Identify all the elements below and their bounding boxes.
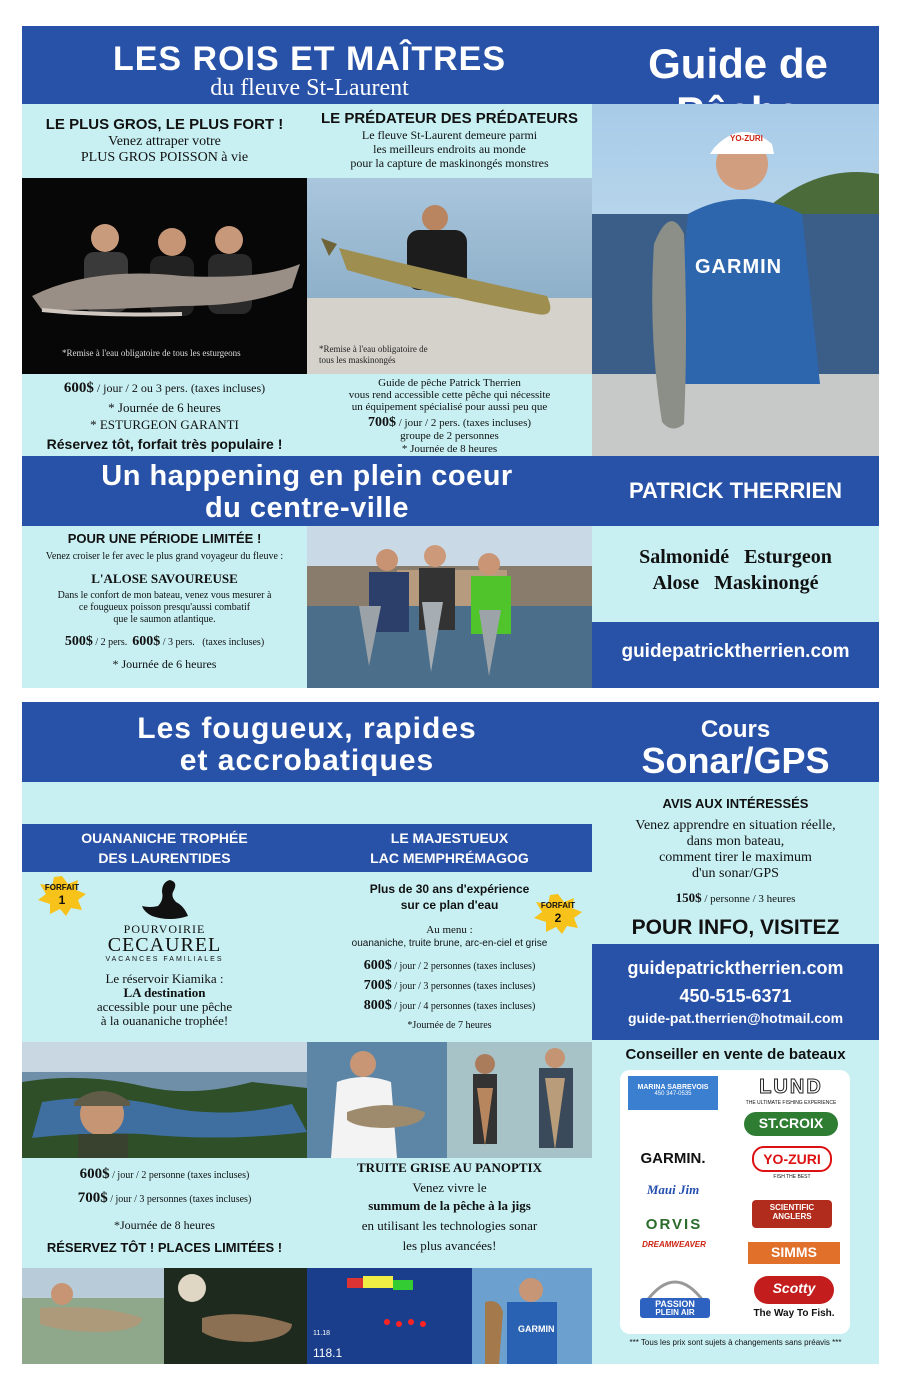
patrick-name: PATRICK THERRIEN	[628, 478, 843, 503]
contact-email[interactable]: guide-pat.therrien@hotmail.com	[627, 1010, 844, 1026]
ouananiche-desc2: LA destination	[123, 985, 206, 1000]
section1-subtitle: du fleuve St-Laurent	[210, 75, 409, 101]
conseiller-heading: Conseiller en vente de bateaux	[625, 1046, 846, 1063]
ouan-price2: 700$	[77, 1190, 108, 1206]
scientific-anglers-logo	[752, 1200, 832, 1228]
section3-title-1: Les fougueux, rapides	[137, 712, 477, 745]
price-disclaimer: *** Tous les prix sont sujets à changements sans préavis ***	[629, 1338, 842, 1347]
middle-price-detail: / jour / 2 pers. (taxes incluses)	[395, 417, 532, 429]
menu-label: Au menu :	[426, 924, 473, 936]
alose-desc3: que le saumon atlantique.	[113, 614, 216, 625]
memphremagog-header-1: LE MAJESTUEUX	[390, 830, 509, 846]
passion-2: PLEIN AIR	[655, 1308, 695, 1317]
ouananiche-header-2: DES LAURENTIDES	[98, 850, 231, 866]
ouananiche-desc4: à la ouananiche trophée!	[100, 1013, 229, 1028]
memph-price1: 600$	[363, 958, 392, 973]
sponsor-logo-card	[620, 1070, 850, 1334]
left-cta: Réservez tôt, forfait très populaire !	[46, 436, 283, 452]
marina-name: MARINA SABREVOIS	[637, 1084, 709, 1091]
scientific-1: SCIENTIFIC	[769, 1203, 815, 1212]
lund-logo: LUND	[759, 1076, 823, 1098]
sonar-speed-readout: 118.1	[313, 1346, 343, 1360]
ouan-price1-line	[22, 1166, 307, 1183]
middle-group: groupe de 2 personnes	[400, 430, 499, 442]
memph-price1-line	[307, 958, 592, 974]
cecaurel-logo-2: CECAUREL	[107, 934, 222, 956]
garmin-logo: GARMIN.	[640, 1150, 706, 1167]
memph-price1-detail: / jour / 2 personnes (taxes incluses)	[391, 961, 536, 972]
memph-price3: 800$	[363, 998, 392, 1013]
alose-desc2: ce fougueux poisson presqu'aussi combatif	[78, 602, 251, 613]
kiamika-lake-photo	[22, 1042, 307, 1158]
jersey-brand: GARMIN	[695, 256, 783, 278]
ouananiche-header-1: OUANANICHE TROPHÉE	[81, 830, 248, 846]
ouan-hours: *Journée de 8 heures	[114, 1218, 215, 1232]
species-line1: Salmonidé Esturgeon	[639, 546, 832, 568]
yozuri-logo: YO-ZURI	[752, 1146, 832, 1172]
cap-brand: YO-ZURI	[730, 134, 763, 143]
ouan-cta: RÉSERVEZ TÔT ! PLACES LIMITÉES !	[46, 1240, 283, 1255]
alose-bullet: * Journée de 6 heures	[112, 657, 217, 671]
memph-price2-line	[307, 978, 592, 994]
guide-title: Guide de	[648, 40, 828, 87]
scientific-2: ANGLERS	[772, 1212, 812, 1221]
memph-price2: 700$	[363, 978, 392, 993]
experience-1: Plus de 30 ans d'expérience	[369, 882, 530, 896]
section2-title-2: du centre-ville	[204, 492, 410, 524]
avis-price-line	[592, 890, 879, 906]
shirt-brand: GARMIN	[518, 1324, 555, 1334]
memphremagog-photos	[307, 1042, 592, 1158]
salmon-angler-photo	[592, 104, 879, 456]
alose-taxes: (taxes incluses)	[202, 637, 265, 648]
avis-heading: AVIS AUX INTÉRESSÉS	[662, 796, 809, 811]
section1-title: LES ROIS ET MAÎTRES	[112, 40, 507, 78]
middle-bullet: * Journée de 8 heures	[401, 443, 498, 455]
alose-desc1: Dans le confort de mon bateau, venez vous mesurer à	[57, 590, 272, 601]
ouananiche-desc1: Le réservoir Kiamika :	[105, 971, 224, 986]
alose-price1: 500$	[64, 634, 93, 649]
experience-2: sur ce plan d'eau	[400, 898, 499, 912]
cours-label: Cours	[700, 716, 771, 743]
forfait-1-badge	[38, 876, 86, 916]
guide-title-box	[597, 26, 879, 104]
avis-line3: comment tirer le maximum	[659, 850, 812, 865]
memph-hours: *Journée de 7 heures	[407, 1020, 492, 1031]
panoptix-line5: les plus avancées!	[402, 1238, 497, 1253]
section2-title-1: Un happening en plein coeur	[101, 460, 513, 492]
simms-logo: SIMMS	[748, 1242, 840, 1264]
website-link[interactable]: guidepatricktherrien.com	[621, 641, 850, 662]
muskie-photo	[307, 178, 592, 374]
middle-desc2: vous rend accessible cette pêche qui nécessite	[348, 389, 551, 401]
avis-price-detail: / personne / 3 heures	[701, 893, 796, 905]
sonar-and-angler-photos	[307, 1268, 592, 1364]
alose-fish: L'ALOSE SAVOUREUSE	[91, 571, 238, 586]
contact-phone[interactable]: 450-515-6371	[679, 986, 792, 1006]
alose-heading: POUR UNE PÉRIODE LIMITÉE !	[67, 531, 262, 546]
left-bullet1: * Journée de 6 heures	[108, 400, 221, 415]
alose-price2-detail: / 3 pers.	[160, 637, 195, 648]
panoptix-line4: en utilisant les technologies sonar	[361, 1218, 538, 1233]
trout-photos	[22, 1268, 307, 1364]
forfait-2-number: 2	[554, 911, 562, 925]
alose-price2: 600$	[132, 634, 161, 649]
ouan-price1: 600$	[79, 1166, 110, 1182]
cecaurel-logo-1: POURVOIRIE	[123, 922, 206, 936]
middle-line3: pour la capture de maskinongés monstres	[350, 156, 549, 170]
maui-jim-logo: Maui Jim	[646, 1182, 700, 1197]
middle-desc3: un équipement spécialisé pour aussi peu que	[351, 401, 548, 413]
middle-price: 700$	[367, 415, 396, 430]
left-line1: Venez attraper votre	[108, 134, 221, 149]
contact-website[interactable]: guidepatricktherrien.com	[627, 958, 844, 978]
panoptix-line3: summum de la pêche à la jigs	[368, 1198, 531, 1213]
species-line2: Alose Maskinongé	[652, 572, 819, 594]
memph-price3-line	[307, 998, 592, 1014]
left-price: 600$	[63, 380, 94, 396]
muskie-caption-2: tous les maskinongés	[319, 355, 396, 365]
yozuri-tagline: FISH THE BEST	[773, 1174, 811, 1180]
forfait-1-number: 1	[58, 893, 66, 907]
avis-line2: dans mon bateau,	[686, 834, 785, 849]
ouananiche-desc3: accessible pour une pêche	[96, 999, 233, 1014]
alose-intro: Venez croiser le fer avec le plus grand voyageur du fleuve :	[45, 551, 284, 562]
panoptix-title: TRUITE GRISE AU PANOPTIX	[356, 1160, 543, 1175]
ouan-price1-detail: / jour / 2 personne (taxes incluses)	[109, 1170, 250, 1181]
ouan-price2-detail: / jour / 3 personnes (taxes incluses)	[107, 1194, 252, 1205]
avis-line4: d'un sonar/GPS	[692, 866, 779, 881]
left-line2: PLUS GROS POISSON à vie	[80, 150, 249, 165]
ouan-price2-line	[22, 1190, 307, 1207]
left-bullet2: * ESTURGEON GARANTI	[90, 417, 239, 432]
sonar-depth-readout: 11.18	[313, 1330, 330, 1337]
forfait-1-label: FORFAIT	[44, 883, 80, 892]
dreamweaver-logo: DREAMWEAVER	[642, 1240, 706, 1249]
muskie-caption-1: *Remise à l'eau obligatoire de	[319, 344, 428, 354]
middle-heading: LE PRÉDATEUR DES PRÉDATEURS	[321, 110, 578, 127]
stcroix-logo: ST.CROIX	[744, 1112, 838, 1136]
cecaurel-logo-3: VACANCES FAMILIALES	[105, 956, 224, 963]
left-price-detail: / jour / 2 ou 3 pers. (taxes incluses)	[93, 381, 266, 395]
scotty-logo: Scotty	[754, 1276, 834, 1304]
alose-photo	[307, 526, 592, 688]
sonar-label: Sonar/GPS	[641, 740, 830, 781]
sturgeon-photo	[22, 178, 307, 374]
loon-icon	[140, 876, 190, 926]
info-heading: POUR INFO, VISITEZ	[631, 916, 840, 939]
middle-desc1: Guide de pêche Patrick Therrien	[378, 377, 521, 389]
middle-price-line	[307, 415, 592, 431]
alose-price1-detail: / 2 pers.	[92, 637, 128, 648]
section3-title-2: et accrobatiques	[179, 744, 435, 777]
left-heading: LE PLUS GROS, LE PLUS FORT !	[45, 116, 284, 133]
marina-phone: 450 347-0535	[654, 1091, 692, 1097]
passion-1: PASSION	[655, 1299, 695, 1309]
alose-prices	[22, 634, 307, 650]
sturgeon-caption: *Remise à l'eau obligatoire de tous les esturgeons	[62, 348, 241, 358]
marina-sabrevois-logo	[628, 1076, 718, 1110]
avis-line1: Venez apprendre en situation réelle,	[635, 818, 836, 833]
passion-plein-air-logo	[636, 1266, 714, 1320]
middle-line1: Le fleuve St-Laurent demeure parmi	[361, 128, 538, 142]
memphremagog-header-2: LAC MEMPHRÉMAGOG	[370, 850, 529, 866]
orvis-logo: ORVIS	[645, 1216, 703, 1233]
left-price-line	[22, 380, 307, 397]
forfait-2-label: FORFAIT	[540, 901, 576, 910]
middle-line2: les meilleurs endroits au monde	[373, 142, 526, 156]
menu-items: ouananiche, truite brune, arc-en-ciel et grise	[351, 938, 548, 949]
scotty-tagline: The Way To Fish.	[753, 1308, 835, 1319]
memph-price3-detail: / jour / 4 personnes (taxes incluses)	[391, 1001, 536, 1012]
lund-tagline: THE ULTIMATE FISHING EXPERIENCE	[745, 1100, 837, 1106]
memph-price2-detail: / jour / 3 personnes (taxes incluses)	[391, 981, 536, 992]
avis-price: 150$	[675, 890, 702, 905]
panoptix-line2: Venez vivre le	[412, 1180, 487, 1195]
